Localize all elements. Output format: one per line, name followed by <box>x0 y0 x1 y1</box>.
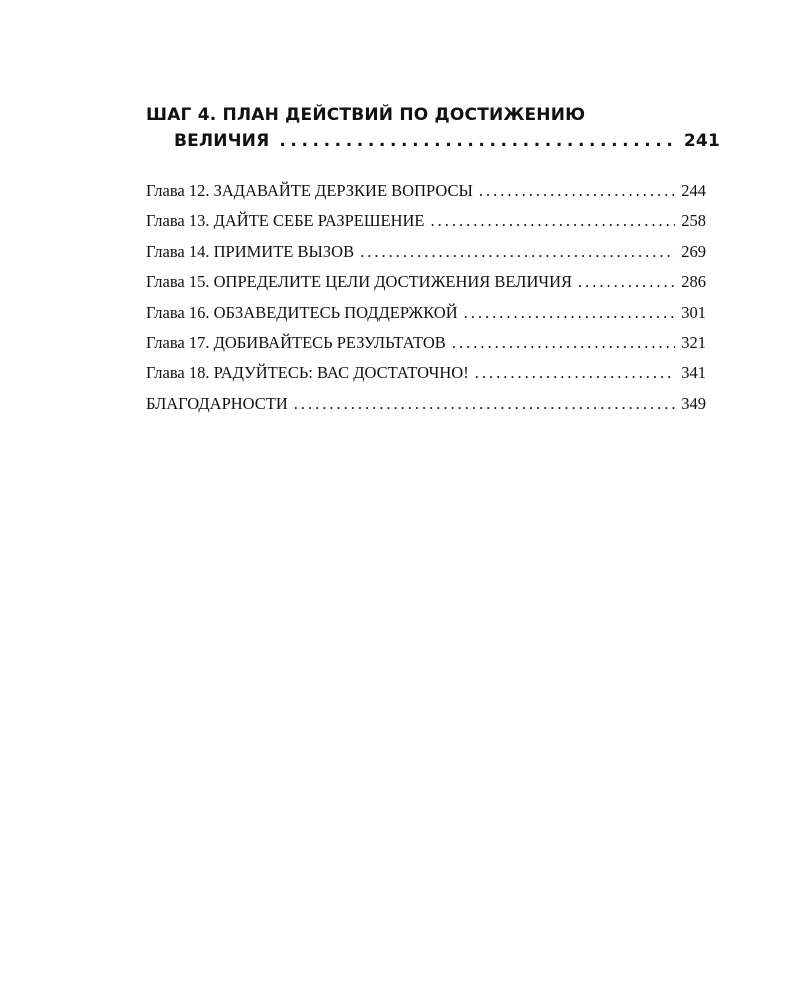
toc-entry-page: 269 <box>681 241 706 261</box>
dot-leader <box>360 237 675 267</box>
dot-leader <box>464 298 676 328</box>
toc-entry-acknowledgements[interactable] <box>146 389 706 419</box>
toc-entry-title: Глава 15. ОПРЕДЕЛИТЕ ЦЕЛИ ДОСТИЖЕНИЯ ВЕЛИЧИЯ <box>146 272 573 292</box>
toc-entry-page: 341 <box>681 363 706 383</box>
dot-leader <box>452 328 675 358</box>
toc-entry-page: 258 <box>681 211 706 231</box>
toc-entry-title: Глава 14. ПРИМИТЕ ВЫЗОВ <box>146 241 355 261</box>
toc-entry-chapter-15[interactable] <box>146 267 706 297</box>
toc-entry-page: 244 <box>681 181 706 200</box>
part-heading <box>146 102 720 154</box>
toc-entry-page: 349 <box>681 393 706 413</box>
toc-entry-chapter-13[interactable] <box>146 206 706 236</box>
toc-entry-chapter-14[interactable] <box>146 237 706 267</box>
part-page-number: 241 <box>683 131 720 151</box>
table-of-contents <box>146 102 720 419</box>
dot-leader <box>431 206 676 236</box>
toc-entry-title: Глава 16. ОБЗАВЕДИТЕСЬ ПОДДЕРЖКОЙ <box>146 302 458 322</box>
toc-entry-chapter-12[interactable] <box>146 176 706 206</box>
dot-leader <box>294 389 675 419</box>
part-title-line2: ВЕЛИЧИЯ <box>174 131 270 151</box>
toc-entry-chapter-16[interactable] <box>146 298 706 328</box>
toc-entry-title: Глава 13. ДАЙТЕ СЕБЕ РАЗРЕШЕНИЕ <box>146 211 425 231</box>
toc-entry-chapter-18[interactable] <box>146 358 706 388</box>
toc-entry-title: Глава 12. ЗАДАВАЙТЕ ДЕРЗКИЕ ВОПРОСЫ <box>146 181 473 200</box>
dot-leader <box>479 176 675 206</box>
toc-entry-title: Глава 18. РАДУЙТЕСЬ: ВАС ДОСТАТОЧНО! <box>146 363 469 383</box>
toc-entry-page: 321 <box>681 332 706 352</box>
part-title-line1: ШАГ 4. ПЛАН ДЕЙСТВИЙ ПО ДОСТИЖЕНИЮ <box>146 105 586 125</box>
dot-leader <box>475 358 676 388</box>
dot-leader <box>578 267 675 297</box>
toc-entry-page: 301 <box>681 302 706 322</box>
toc-entry-title: Глава 17. ДОБИВАЙТЕСЬ РЕЗУЛЬТАТОВ <box>146 332 446 352</box>
dot-leader <box>279 128 676 154</box>
toc-entry-chapter-17[interactable] <box>146 328 706 358</box>
toc-entry-title: БЛАГОДАРНОСТИ <box>146 393 288 413</box>
toc-entry-page: 286 <box>681 272 706 292</box>
part-title-row <box>146 128 720 154</box>
